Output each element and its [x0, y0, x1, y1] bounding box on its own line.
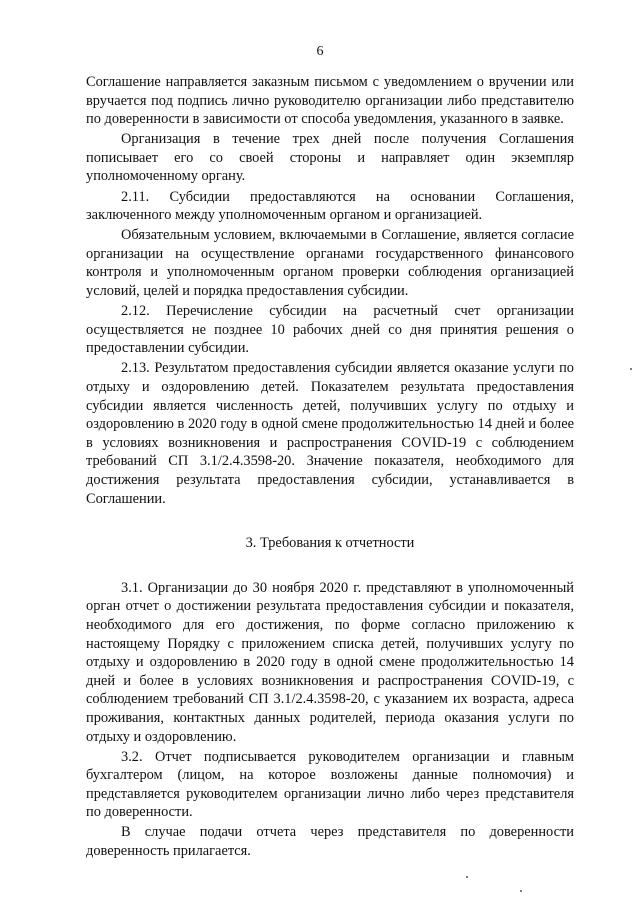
paragraph-3-1: 3.1. Организации до 30 ноября 2020 г. представляют в уполномоченный орган отчет о достижении результата предоставления субсидии и показателя, необходимого для его достижения, по форме согласно приложению к настоящему Порядку с приложением списка детей, получивших услугу по отдыху и оздоровлению в 2020 году в одной смене продолжительностью 14 дней и более в условиях возникновения и распространения COVID-19, с соблюдением требований СП 3.1/2.4.3598-20, с указанием их возраста, адреса проживания, контактных данных родителей, периода оказания услуги по отдыху и оздоровлению. [86, 579, 574, 745]
paragraph-agreement-delivery: Соглашение направляется заказным письмом с уведомлением о вручении или вручается под подпись лично руководителю организации либо представителю по доверенности в зависимости от способа уведомления, указанного в заявке. [86, 74, 574, 128]
paragraph-2-11: 2.11. Субсидии предоставляются на основании Соглашения, заключенного между уполномоченным органом и организацией. [86, 188, 574, 224]
paragraph-2-12: 2.12. Перечисление субсидии на расчетный счет организации осуществляется не позднее 10 рабочих дней со дня принятия решения о предоставлении субсидии. [86, 303, 574, 357]
scan-speck [520, 890, 522, 892]
paragraph-proxy: В случае подачи отчета через представителя по доверенности доверенность прилагается. [86, 824, 574, 860]
scan-speck [630, 368, 632, 370]
scan-speck [466, 876, 468, 878]
page-number: 6 [316, 44, 324, 59]
paragraph-mandatory-condition: Обязательным условием, включаемыми в Соглашение, является согласие организации на осуществление органами государственного финансового контроля и уполномоченным органом проверки соблюдения организацией условий, целей и порядка предоставления субсидии. [86, 227, 574, 300]
paragraph-3-2: 3.2. Отчет подписывается руководителем организации и главным бухгалтером (лицом, на которое возложены данные полномочия) и представляется руководителем организации лично либо через представителя по доверенности. [86, 748, 574, 821]
paragraph-2-13: 2.13. Результатом предоставления субсидии является оказание услуги по отдыху и оздоровлению детей. Показателем результата предоставления субсидии является численность детей, получивших услугу по отдыху и оздоровлению в 2020 году в одной смене продолжительностью 14 дней и более в условиях возникновения и распространения COVID-19 с соблюдением требований СП 3.1/2.4.3598-20. Значение показателя, необходимого для достижения результата предоставления субсидии, устанавливается в Соглашении. [86, 360, 574, 507]
paragraph-agreement-signing: Организация в течение трех дней после получения Соглашения пописывает его со своей стороны и направляет один экземпляр уполномоченному органу. [86, 131, 574, 185]
section-title: 3. Требования к отчетности [245, 535, 415, 552]
document-body [86, 73, 574, 862]
